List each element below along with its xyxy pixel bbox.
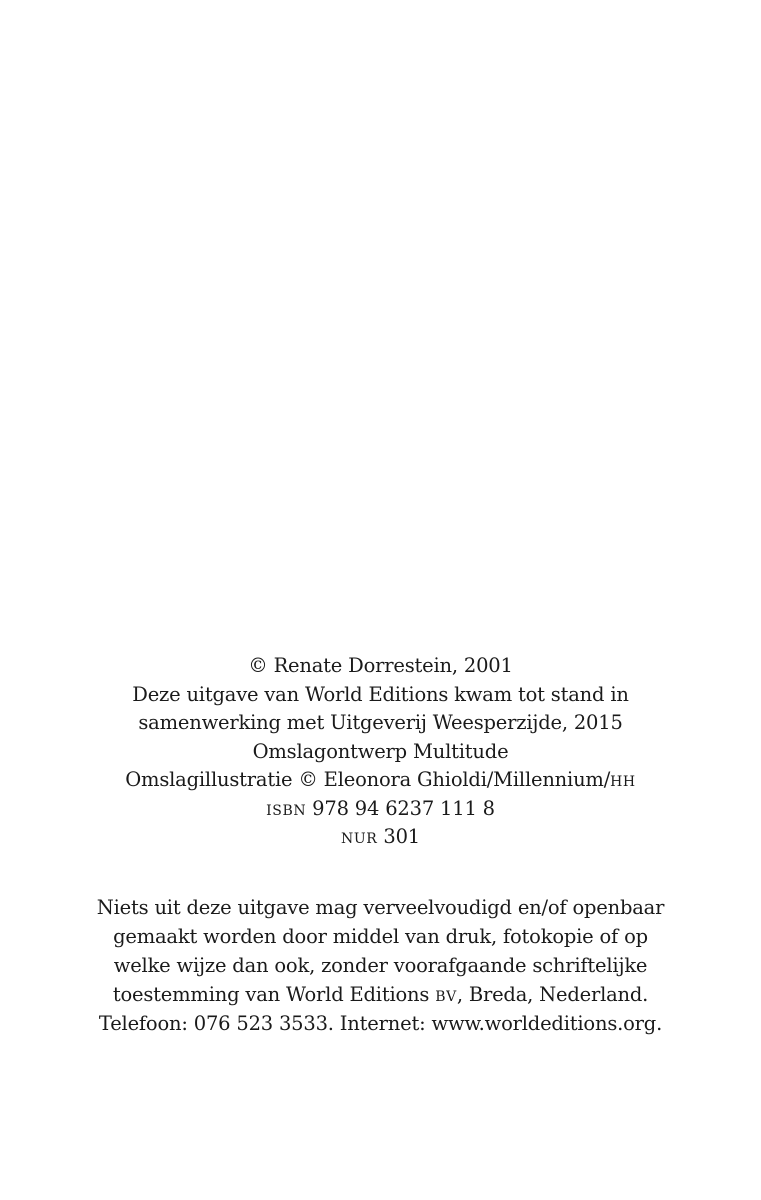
rights-line-4 xyxy=(0,980,761,1009)
isbn-label: isbn xyxy=(266,796,307,820)
rights-line-4-end: , Breda, Nederland. xyxy=(456,983,649,1006)
cover-illustration-credit: Omslagillustratie © Eleonora Ghioldi/Millennium/ xyxy=(125,768,611,791)
rights-notice xyxy=(0,893,761,1038)
nur-label: nur xyxy=(340,825,378,848)
colophon-block xyxy=(0,652,761,852)
rights-line-4-start: toestemming van World Editions xyxy=(112,983,436,1006)
isbn-line xyxy=(0,795,761,824)
edition-line-2: samenwerking met Uitgeverij Weesperzijde, 2015 xyxy=(138,711,623,734)
rights-line-5: Telefoon: 076 523 3533. Internet: www.worldeditions.org. xyxy=(98,1012,663,1035)
nur-value: 301 xyxy=(377,825,420,848)
rights-line-1: Niets uit deze uitgave mag verveelvoudigd en/of openbaar xyxy=(96,896,665,919)
nur-line xyxy=(0,823,761,852)
cover-design-line: Omslagontwerp Multitude xyxy=(252,739,509,763)
cover-illustration-line xyxy=(0,766,761,795)
rights-line-2: gemaakt worden door middel van druk, fotokopie of op xyxy=(113,925,648,948)
cover-illustration-agency: hh xyxy=(610,768,636,791)
edition-line-1: Deze uitgave van World Editions kwam tot stand in xyxy=(132,682,629,706)
copyright-line: © Renate Dorrestein, 2001 xyxy=(248,654,513,677)
rights-line-4-bv: bv xyxy=(435,983,457,1006)
rights-line-3: welke wijze dan ook, zonder voorafgaande schriftelijke xyxy=(113,954,648,977)
isbn-value: 978 94 6237 111 8 xyxy=(306,796,495,820)
